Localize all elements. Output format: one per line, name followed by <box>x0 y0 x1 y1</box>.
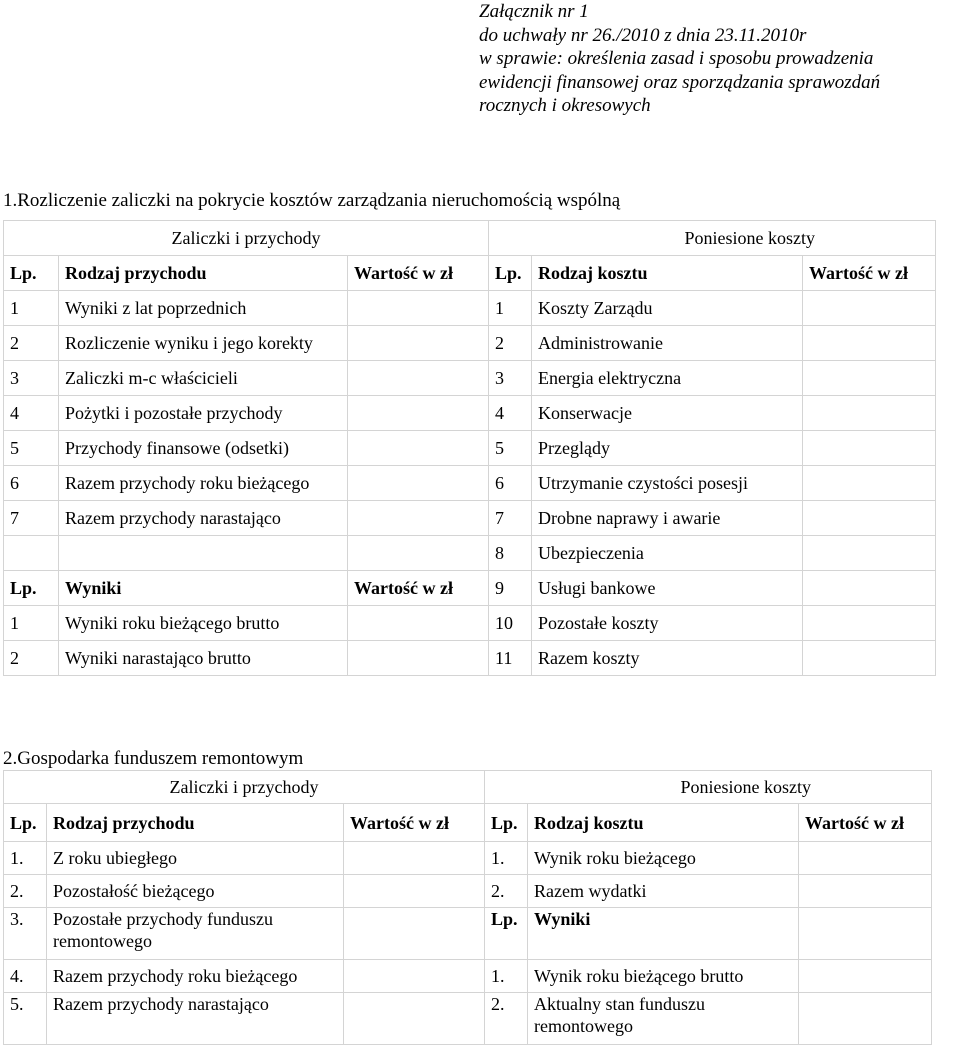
header-line: rocznych i okresowych <box>479 95 651 116</box>
col-lp: Lp. <box>4 256 59 291</box>
table-row: 5 Przychody finansowe (odsetki) 5 Przeglądy <box>4 431 936 466</box>
table-row: 6 Razem przychody roku bieżącego 6 Utrzymanie czystości posesji <box>4 466 936 501</box>
section1-title: 1.Rozliczenie zaliczki na pokrycie kosztów zarządzania nieruchomością wspólną <box>3 190 621 211</box>
table-row: 2. Pozostałość bieżącego 2. Razem wydatki <box>4 875 932 908</box>
table-row: 4. Razem przychody roku bieżącego 1. Wynik roku bieżącego brutto <box>4 960 932 993</box>
col-value: Wartość w zł <box>799 804 932 842</box>
table-row: 5. Razem przychody narastająco 2. Aktualny stan funduszu remontowego <box>4 993 932 1045</box>
header-line: do uchwały nr 26./2010 z dnia 23.11.2010r <box>479 24 807 46</box>
header-line: w sprawie: określenia zasad i sposobu prowadzenia <box>479 48 874 69</box>
table-row: 1 Wyniki z lat poprzednich 1 Koszty Zarządu <box>4 291 936 326</box>
col-income: Rodzaj przychodu <box>59 256 348 291</box>
group-cost-header: Poniesione koszty <box>485 771 932 804</box>
col-lp: Lp. <box>4 804 47 842</box>
table-row: Lp. Wyniki Wartość w zł 9 Usługi bankowe <box>4 571 936 606</box>
col-lp: Lp. <box>485 804 528 842</box>
group-income-header: Zaliczki i przychody <box>4 221 489 256</box>
section2-title: 2.Gospodarka funduszem remontowym <box>3 748 304 769</box>
table-row: 4 Pożytki i pozostałe przychody 4 Konserwacje <box>4 396 936 431</box>
settlement-table <box>3 220 936 676</box>
table-row: 2 Wyniki narastająco brutto 11 Razem koszty <box>4 641 936 676</box>
table-row: 7 Razem przychody narastająco 7 Drobne naprawy i awarie <box>4 501 936 536</box>
table-row: 2 Rozliczenie wyniku i jego korekty 2 Administrowanie <box>4 326 936 361</box>
col-cost: Rodzaj kosztu <box>532 256 803 291</box>
table-row: 8 Ubezpieczenia <box>4 536 936 571</box>
col-income: Rodzaj przychodu <box>47 804 344 842</box>
col-value: Wartość w zł <box>803 256 936 291</box>
document-header <box>479 0 880 118</box>
group-income-header: Zaliczki i przychody <box>4 771 485 804</box>
group-cost-header: Poniesione koszty <box>489 221 936 256</box>
header-line: ewidencji finansowej oraz sporządzania sprawozdań <box>479 71 881 93</box>
table-row: 3 Zaliczki m-c właścicieli 3 Energia elektryczna <box>4 361 936 396</box>
table-row: 1 Wyniki roku bieżącego brutto 10 Pozostałe koszty <box>4 606 936 641</box>
col-lp: Lp. <box>489 256 532 291</box>
repair-fund-table <box>3 770 932 1045</box>
header-line: Załącznik nr 1 <box>479 1 589 22</box>
col-value: Wartość w zł <box>344 804 485 842</box>
table-row: 3. Pozostałe przychody funduszu remontowego Lp. Wyniki <box>4 908 932 960</box>
table-row: 1. Z roku ubiegłego 1. Wynik roku bieżącego <box>4 842 932 875</box>
col-cost: Rodzaj kosztu <box>528 804 799 842</box>
col-value: Wartość w zł <box>348 256 489 291</box>
